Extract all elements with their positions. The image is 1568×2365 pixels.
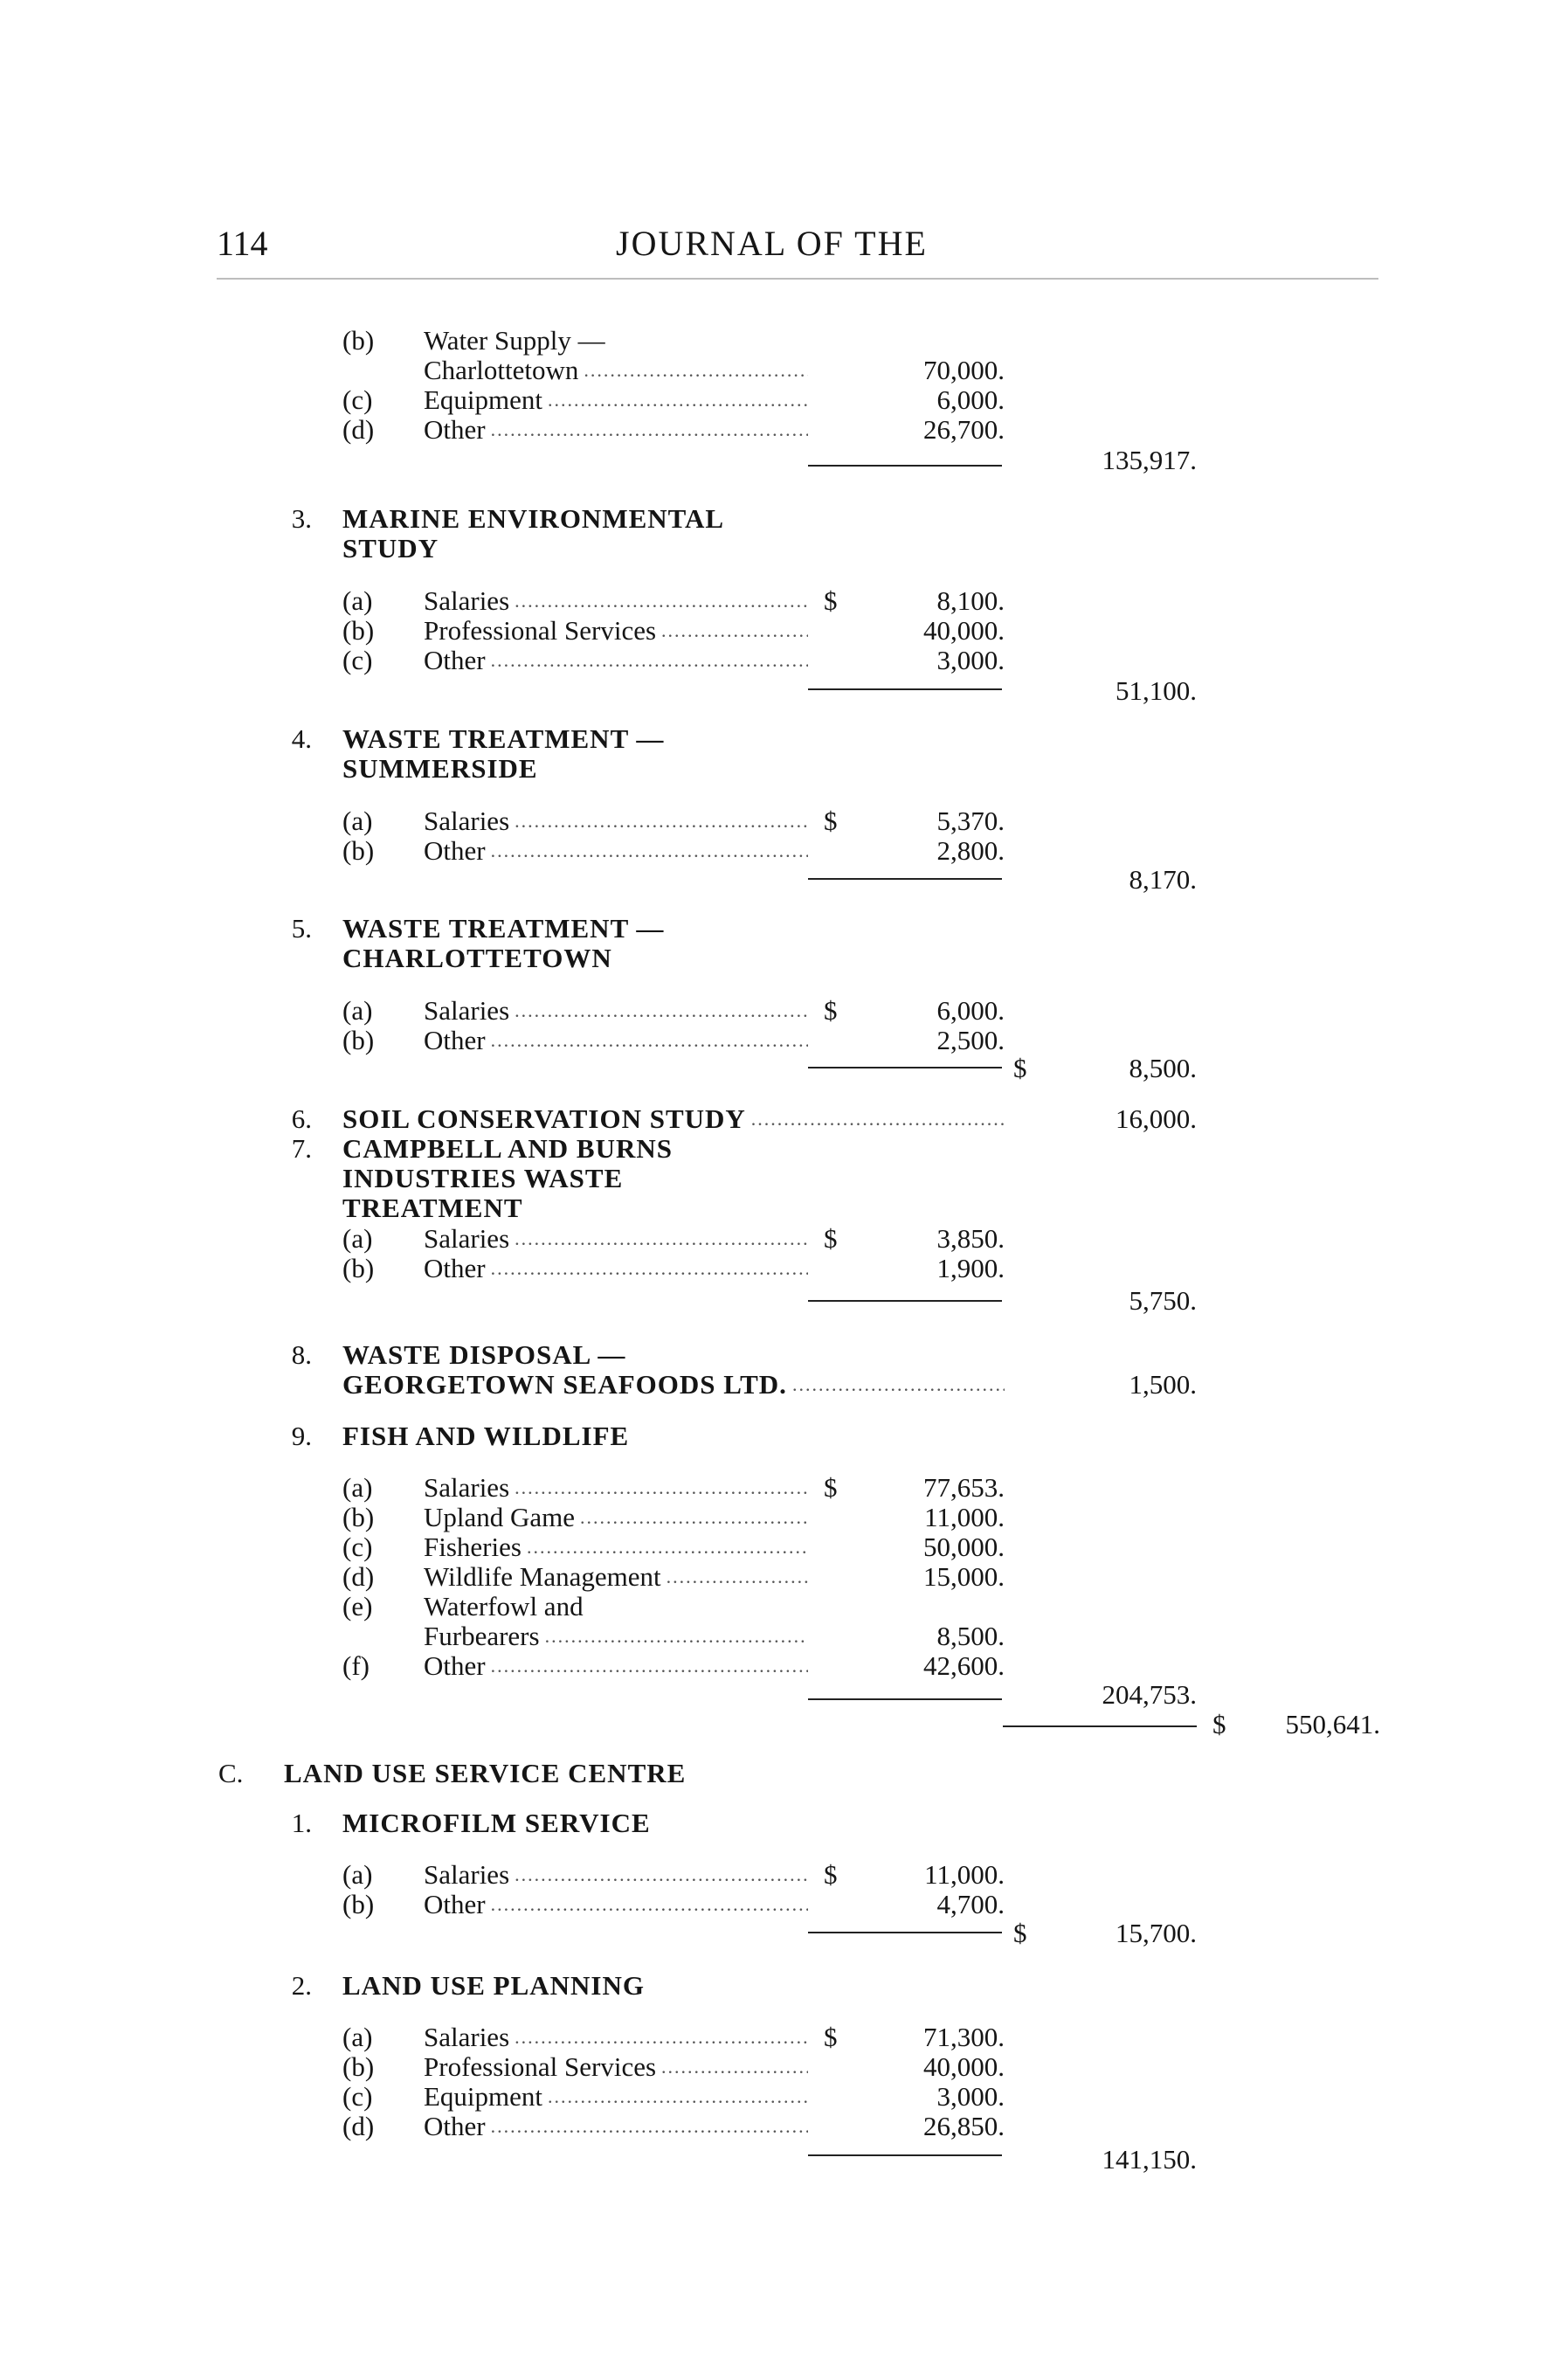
item-label: Professional Services [424,2051,657,2082]
table-row [0,1026,1568,1055]
header-divider [217,278,1378,280]
item-letter: (c) [342,1532,373,1562]
item-amount: 11,000. [924,1859,1005,1890]
leader-dots [491,836,808,866]
section-heading-row [0,1340,1568,1370]
item-label: Other [424,1025,486,1055]
subtotal-amount: 8,500. [1129,1053,1197,1083]
item-letter: (e) [342,1591,373,1622]
item-label: Charlottetown [424,355,579,385]
section-heading: TREATMENT [342,1193,523,1223]
item-leader [424,2052,808,2082]
section-heading: WASTE DISPOSAL — [342,1339,626,1370]
item-letter: (c) [342,645,373,675]
section-heading: GEORGETOWN SEAFOODS LTD. [342,1369,787,1400]
subtotal-row [0,2145,1568,2175]
item-amount: 2,500. [936,1025,1005,1055]
item-letter: (c) [342,2081,373,2112]
item-amount: 3,000. [936,645,1005,675]
section-heading-row [0,1193,1568,1223]
leader-dots [661,2052,808,2082]
table-row [0,415,1568,445]
table-row [0,2082,1568,2112]
item-letter: (d) [342,1561,375,1592]
subtotal-amount: 5,750. [1129,1285,1197,1316]
item-amount: 3,850. [936,1223,1005,1254]
section-heading: LAND USE PLANNING [342,1970,645,2001]
subtotal-amount: 141,150. [1102,2144,1197,2175]
section-number: 9. [291,1421,312,1451]
table-row [0,1562,1568,1592]
item-label: Equipment [424,2081,543,2112]
table-row [0,586,1568,616]
section-letter: C. [218,1758,244,1788]
item-amount: 40,000. [923,2051,1005,2082]
dollar-sign: $ [824,1472,838,1503]
item-label: Salaries [424,1472,510,1503]
dollar-sign: $ [824,1223,838,1254]
item-leader [424,1254,808,1283]
item-label: Salaries [424,806,510,836]
item-leader [424,1503,808,1532]
table-row [0,1890,1568,1919]
section-heading-row [0,724,1568,754]
table-row [0,2052,1568,2082]
table-row [0,326,1568,356]
item-amount: 11,000. [924,1502,1005,1532]
item-amount: 5,370. [936,806,1005,836]
item-amount: 3,000. [936,2081,1005,2112]
subtotal-amount: 16,000. [1116,1103,1197,1134]
item-label: Furbearers [424,1621,540,1651]
item-letter: (a) [342,2022,373,2052]
item-leader [424,1622,808,1651]
subtotal-row [0,1286,1568,1316]
table-row [0,1254,1568,1283]
item-amount: 26,700. [923,414,1005,445]
leader-dots [491,1254,808,1283]
table-row [0,1473,1568,1503]
leader-dots [515,1860,808,1890]
section-heading-row [0,914,1568,944]
table-row [0,646,1568,675]
item-leader [424,2023,808,2052]
item-amount: 42,600. [923,1650,1005,1681]
section-leader [342,1370,1005,1400]
section-heading: MICROFILM SERVICE [342,1808,651,1838]
item-letter: (b) [342,835,375,866]
item-label: Equipment [424,384,543,415]
section-heading: CHARLOTTETOWN [342,943,612,973]
item-label: Salaries [424,1859,510,1890]
section-heading-row [0,534,1568,564]
leader-dots [584,356,808,385]
page-number: 114 [217,224,268,263]
item-leader [424,836,808,866]
leader-dots [667,1562,808,1592]
leader-dots [548,2082,808,2112]
table-row [0,385,1568,415]
subtotal-row [0,865,1568,895]
item-letter: (a) [342,806,373,836]
dollar-sign: $ [824,995,838,1026]
item-label: Other [424,1889,486,1919]
leader-dots [580,1503,808,1532]
section-heading-row [0,1808,1568,1838]
table-row [0,1592,1568,1622]
item-amount: 2,800. [936,835,1005,866]
table-row [0,1622,1568,1651]
item-amount: 4,700. [936,1889,1005,1919]
section-heading: STUDY [342,533,439,564]
item-leader [424,356,808,385]
item-leader [424,415,808,445]
table-row [0,1532,1568,1562]
item-letter: (a) [342,585,373,616]
item-letter: (c) [342,384,373,415]
leader-dots [661,616,808,646]
table-row [0,616,1568,646]
table-row [0,2023,1568,2052]
item-leader [424,385,808,415]
item-letter: (a) [342,995,373,1026]
leader-dots [515,806,808,836]
dollar-sign: $ [1013,1918,1027,1948]
item-label: Other [424,1650,486,1681]
subtotal-row [0,676,1568,706]
section-number: 5. [291,913,312,944]
subtotal-row [0,446,1568,475]
section-number: 6. [291,1103,312,1134]
subtotal-amount: 15,700. [1116,1918,1197,1948]
leader-dots [491,646,808,675]
item-amount: 8,100. [936,585,1005,616]
item-label: Other [424,2111,486,2141]
item-label: Other [424,1253,486,1283]
item-letter: (a) [342,1472,373,1503]
section-number: 8. [291,1339,312,1370]
item-letter: (b) [342,1025,375,1055]
section-heading-row [0,1759,1568,1788]
section-heading-row [0,1134,1568,1164]
item-letter: (b) [342,1502,375,1532]
leader-dots [548,385,808,415]
item-amount: 6,000. [936,995,1005,1026]
item-leader [424,806,808,836]
item-amount: 40,000. [923,615,1005,646]
item-letter: (b) [342,1253,375,1283]
item-letter: (b) [342,2051,375,2082]
leader-dots [515,1473,808,1503]
table-row [0,806,1568,836]
table-row [0,1503,1568,1532]
item-label: Waterfowl and [424,1591,584,1622]
item-amount: 71,300. [923,2022,1005,2052]
subtotal-amount: 1,500. [1129,1369,1197,1400]
item-amount: 50,000. [923,1532,1005,1562]
item-leader [424,2112,808,2141]
item-amount: 8,500. [936,1621,1005,1651]
section-heading: SOIL CONSERVATION STUDY [342,1103,746,1134]
subtotal-amount: 135,917. [1102,445,1197,475]
item-label: Salaries [424,1223,510,1254]
table-row [0,1224,1568,1254]
item-leader [424,1562,808,1592]
item-letter: (a) [342,1859,373,1890]
section-heading-row [0,1370,1568,1400]
item-leader [424,586,808,616]
section-heading-row [0,1971,1568,2001]
subtotal-amount: 51,100. [1116,675,1197,706]
section-heading-row [0,1164,1568,1193]
item-label: Fisheries [424,1532,522,1562]
item-letter: (b) [342,615,375,646]
section-leader [342,1104,1005,1134]
section-heading-row [0,1421,1568,1451]
section-heading: WASTE TREATMENT — [342,723,665,754]
section-heading-row [0,1104,1568,1134]
subtotal-row [0,1680,1568,1710]
item-letter: (f) [342,1650,370,1681]
dollar-sign: $ [1013,1053,1027,1083]
table-row [0,1860,1568,1890]
page-title: JOURNAL OF THE [616,224,928,263]
item-amount: 26,850. [923,2111,1005,2141]
leader-dots [515,586,808,616]
item-leader [424,1224,808,1254]
item-leader [424,1860,808,1890]
dollar-sign: $ [824,1859,838,1890]
leader-dots [515,996,808,1026]
dollar-sign: $ [824,806,838,836]
section-heading-row [0,504,1568,534]
subtotal-amount: 204,753. [1102,1679,1197,1710]
leader-dots [491,1651,808,1681]
leader-dots [491,1890,808,1919]
section-heading: FISH AND WILDLIFE [342,1421,630,1451]
item-label: Salaries [424,585,510,616]
section-heading: WASTE TREATMENT — [342,913,665,944]
section-heading-row [0,944,1568,973]
item-amount: 6,000. [936,384,1005,415]
subtotal-row [0,1919,1568,1948]
dollar-sign: $ [824,585,838,616]
table-row [0,996,1568,1026]
item-label: Other [424,835,486,866]
dollar-sign: $ [1212,1709,1226,1739]
item-leader [424,1026,808,1055]
item-leader [424,1651,808,1681]
leader-dots [491,1026,808,1055]
leader-dots [751,1104,1005,1134]
subtotal-amount: 8,170. [1129,864,1197,895]
item-letter: (a) [342,1223,373,1254]
leader-dots [491,415,808,445]
item-label: Other [424,414,486,445]
item-label: Water Supply — [424,325,605,356]
section-heading: LAND USE SERVICE CENTRE [284,1758,687,1788]
item-amount: 1,900. [936,1253,1005,1283]
item-letter: (b) [342,1889,375,1919]
item-leader [424,616,808,646]
dollar-sign: $ [824,2022,838,2052]
item-label: Salaries [424,2022,510,2052]
item-leader [424,646,808,675]
item-amount: 15,000. [923,1561,1005,1592]
item-leader [424,1473,808,1503]
table-row [0,1651,1568,1681]
item-amount: 70,000. [923,355,1005,385]
item-leader [424,996,808,1026]
leader-dots [545,1622,808,1651]
table-row [0,356,1568,385]
section-number: 4. [291,723,312,754]
table-row [0,836,1568,866]
section-heading: CAMPBELL AND BURNS [342,1133,673,1164]
section-heading: SUMMERSIDE [342,753,538,784]
section-total-amount: 550,641. [1285,1709,1380,1739]
section-heading: INDUSTRIES WASTE [342,1163,624,1193]
section-heading-row [0,754,1568,784]
subtotal-row [0,1054,1568,1083]
item-letter: (b) [342,325,375,356]
item-leader [424,2082,808,2112]
leader-dots [792,1370,1005,1400]
item-label: Upland Game [424,1502,576,1532]
total-row [0,1710,1568,1739]
item-letter: (d) [342,2111,375,2141]
item-leader [424,1532,808,1562]
item-leader [424,1890,808,1919]
section-number: 1. [291,1808,312,1838]
section-heading: MARINE ENVIRONMENTAL [342,503,725,534]
item-label: Other [424,645,486,675]
item-letter: (d) [342,414,375,445]
item-label: Wildlife Management [424,1561,661,1592]
item-amount: 77,653. [923,1472,1005,1503]
item-label: Professional Services [424,615,657,646]
section-number: 2. [291,1970,312,2001]
section-number: 3. [291,503,312,534]
leader-dots [515,2023,808,2052]
leader-dots [491,2112,808,2141]
table-row [0,2112,1568,2141]
leader-dots [515,1224,808,1254]
section-number: 7. [291,1133,312,1164]
item-label: Salaries [424,995,510,1026]
leader-dots [527,1532,808,1562]
